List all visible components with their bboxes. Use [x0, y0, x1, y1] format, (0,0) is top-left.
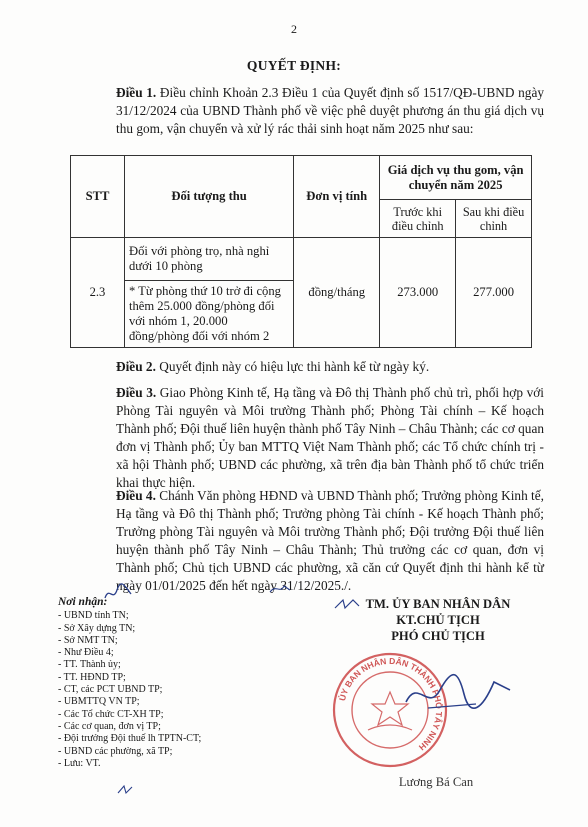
recipient-item: - Lưu: VT.	[58, 757, 101, 769]
recipient-item: - Các cơ quan, đơn vị TP;	[58, 720, 161, 732]
recipients-list	[58, 610, 298, 770]
recipient-item: - UBND các phường, xã TP;	[58, 745, 173, 757]
table-row	[71, 238, 532, 281]
recipient-item: - Các Tổ chức CT-XH TP;	[58, 708, 164, 720]
recipient-item: - Sở NMT TN;	[58, 634, 118, 646]
initial-mark-recipients	[103, 582, 133, 604]
header-after: Sau khi điều chỉnh	[456, 200, 532, 238]
header-object: Đối tượng thu	[124, 156, 293, 238]
recipient-item: - UBMTTQ VN TP;	[58, 696, 140, 708]
row-before: 273.000	[380, 238, 456, 348]
signer-name: Lương Bá Can	[398, 775, 474, 789]
recipient-item: - Như Điều 4;	[58, 647, 114, 659]
row-after: 277.000	[456, 238, 532, 348]
article-4-text: Chánh Văn phòng HĐND và UBND Thành phố; Trưởng phòng Kinh tế, Hạ tầng và Đô thị Thành phố; Trưởng phòng Tài chính - Kế hoạch Thành phố; Trưởng phòng Tài nguyên và Môi trường Thành phố; Đội trưởng Đội thuế liên huyện thành phố Tây Ninh – Châu Thành; Thủ trưởng các cơ quan, đơn vị Thành phố; Chủ tịch UBND các phường, xã căn cứ Quyết định thi hành kể từ ngày 01/01/2025 đến hết ngày 31/12/2025./.	[116, 488, 544, 593]
article-1	[104, 84, 544, 138]
row-object-line1: Đối với phòng trọ, nhà nghỉ dưới 10 phòng	[124, 238, 293, 281]
article-3-label: Điều 3.	[116, 385, 157, 400]
row-unit: đồng/tháng	[294, 238, 380, 348]
article-1-text: Điều chỉnh Khoản 2.3 Điều 1 của Quyết định số 1517/QĐ-UBND ngày 31/12/2024 của UBND Thành phố về việc phê duyệt phương án thu giá dịch vụ thu gom, vận chuyển và xử lý rác thải sinh hoạt năm 2025 như sau:	[116, 85, 544, 136]
initial-mark-article4	[268, 582, 292, 596]
article-3-text: Giao Phòng Kinh tế, Hạ tầng và Đô thị Thành phố chủ trì, phối hợp với Phòng Tài nguyên và Môi trường Thành phố; Phòng Tài chính – Kế hoạch Thành phố; Đội thuế liên huyện thành phố Tây Ninh – Châu Thành; các cơ quan đơn vị Thành phố; Ủy ban MTTQ Việt Nam Thành phố; các Tổ chức chính trị - xã hội Thành phố; UBND các phường, xã trên địa bàn Thành phố tổ chức triển khai thực hiện.	[116, 385, 544, 490]
recipients-title: Nơi nhận:	[58, 596, 108, 608]
header-stt: STT	[71, 156, 125, 238]
article-4-label: Điều 4.	[116, 488, 156, 503]
decision-heading: QUYẾT ĐỊNH:	[246, 58, 342, 73]
header-before: Trước khi điều chỉnh	[380, 200, 456, 238]
article-2-label: Điều 2.	[116, 359, 156, 374]
article-1-label: Điều 1.	[116, 85, 157, 100]
article-3	[104, 384, 544, 492]
price-table	[70, 155, 532, 348]
row-object-line2: * Từ phòng thứ 10 trở đi cộng thêm 25.000 đồng/phòng đối với nhóm 1, 20.000 đồng/phòng đối với nhóm 2	[124, 281, 293, 348]
article-2-text: Quyết định này có hiệu lực thi hành kể từ ngày ký.	[155, 359, 430, 374]
row-stt: 2.3	[71, 238, 125, 348]
recipient-item: - Đội trưởng Đội thuế lh TPTN-CT;	[58, 733, 202, 745]
recipient-item: - TT. HĐND TP;	[58, 671, 126, 683]
recipients-block	[58, 596, 298, 770]
recipient-item: - Sở Xây dựng TN;	[58, 622, 136, 634]
page-number: 2	[291, 22, 297, 36]
article-4	[104, 487, 544, 595]
signer-line1: TM. ỦY BAN NHÂN DÂN	[365, 597, 511, 611]
seal-text: ỦY BAN NHÂN DÂN THÀNH PHỐ TÂY NINH	[336, 655, 445, 753]
article-2	[104, 358, 544, 376]
signer-line3: PHÓ CHỦ TỊCH	[391, 629, 485, 643]
signature-mark	[398, 660, 518, 720]
header-price-group: Giá dịch vụ thu gom, vận chuyển năm 2025	[380, 156, 532, 200]
initial-mark-storage	[116, 783, 134, 797]
recipient-item: - UBND tỉnh TN;	[58, 610, 129, 622]
initial-mark-signer	[333, 596, 361, 612]
header-unit: Đơn vị tính	[294, 156, 380, 238]
recipient-item: - CT, các PCT UBND TP;	[58, 684, 163, 696]
signer-line2: KT.CHỦ TỊCH	[396, 613, 480, 627]
recipient-item: - TT. Thành ủy;	[58, 659, 121, 671]
